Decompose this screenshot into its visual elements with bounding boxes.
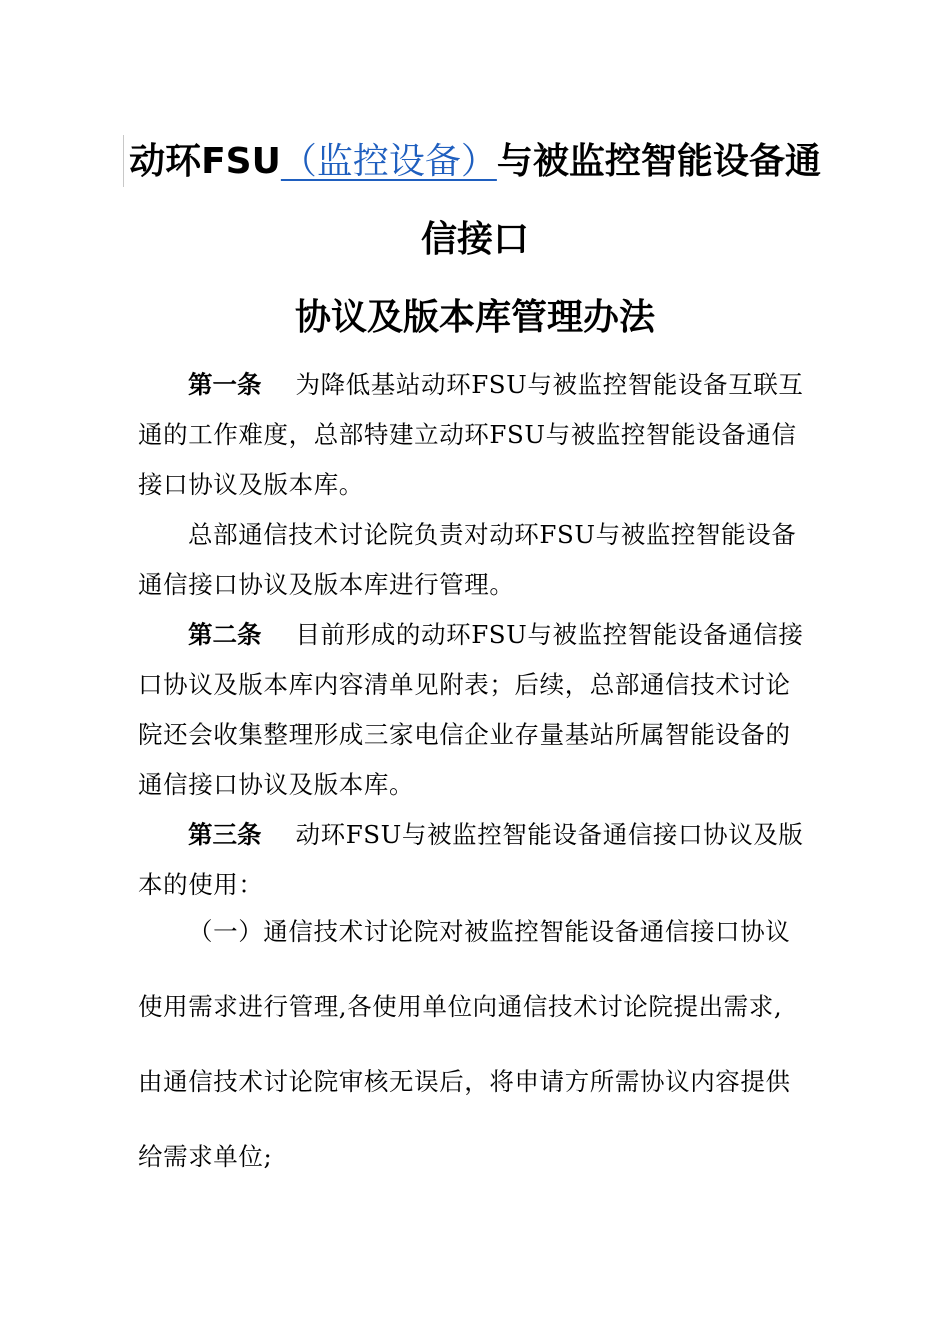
article1-label: 第一条 bbox=[188, 370, 262, 399]
article1-text1: 为降低基站动环FSU与被监控智能设备互联互 bbox=[295, 370, 804, 399]
title-line-2: 信接口 bbox=[420, 219, 529, 260]
item1-line2: 使用需求进行管理,各使用单位向通信技术讨论院提出需求, bbox=[138, 992, 783, 1021]
article3-text1: 动环FSU与被监控智能设备通信接口协议及版 bbox=[295, 820, 804, 849]
title-line-3: 协议及版本库管理办法 bbox=[294, 297, 655, 338]
management-line2: 通信接口协议及版本库进行管理。 bbox=[138, 570, 515, 599]
article2-line3: 院还会收集整理形成三家电信企业存量基站所属智能设备的 bbox=[138, 720, 791, 749]
item1-line1: （一）通信技术讨论院对被监控智能设备通信接口协议 bbox=[188, 917, 791, 946]
article1-line1 bbox=[188, 368, 868, 402]
item1-line4: 给需求单位; bbox=[138, 1142, 273, 1171]
article3-line2: 本的使用： bbox=[138, 870, 264, 899]
article2-line4: 通信接口协议及版本库。 bbox=[138, 770, 415, 799]
title-suffix: 与被监控智能设备通 bbox=[496, 141, 821, 182]
article3-line1 bbox=[188, 818, 868, 852]
article2-line2: 口协议及版本库内容清单见附表；后续，总部通信技术讨论 bbox=[138, 670, 791, 699]
article3-label: 第三条 bbox=[188, 820, 262, 849]
title-link[interactable]: （监控设备） bbox=[280, 141, 497, 182]
article2-line1 bbox=[188, 618, 868, 652]
item1-line3: 由通信技术讨论院审核无误后，将申请方所需协议内容提供 bbox=[138, 1067, 791, 1096]
article1-line3: 接口协议及版本库。 bbox=[138, 470, 364, 499]
article1-line2: 通的工作难度，总部特建立动环FSU与被监控智能设备通信 bbox=[138, 420, 797, 449]
article2-label: 第二条 bbox=[188, 620, 262, 649]
title-prefix: 动环FSU bbox=[129, 141, 281, 182]
management-line1: 总部通信技术讨论院负责对动环FSU与被监控智能设备 bbox=[188, 520, 797, 549]
title-line-1 bbox=[0, 140, 950, 184]
article2-text1: 目前形成的动环FSU与被监控智能设备通信接 bbox=[295, 620, 804, 649]
